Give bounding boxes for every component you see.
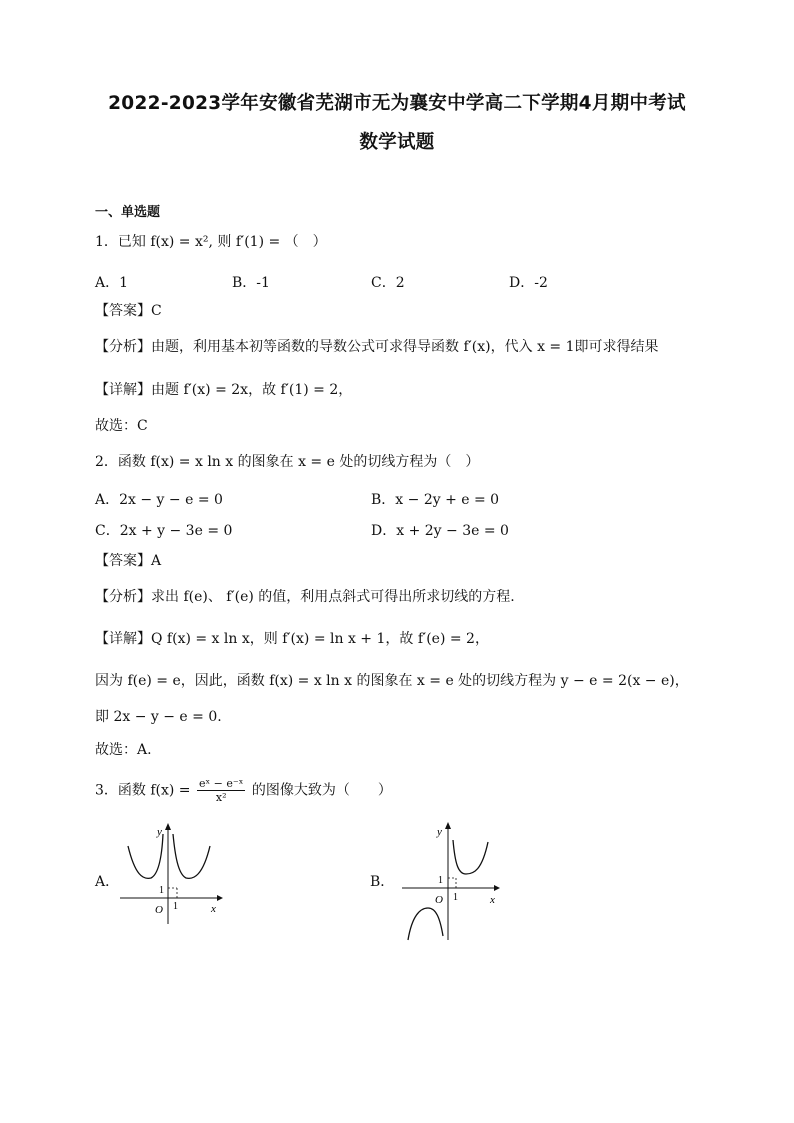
q3-stem-suffix: 的图像大致为（ ）	[251, 782, 392, 799]
q2-answer: 【答案】A	[95, 553, 162, 569]
q3-graph-a	[115, 820, 235, 930]
graph-b-y-arrow	[445, 822, 451, 829]
q1-option-d: D．-2	[509, 275, 548, 291]
graph-b-right-branch	[453, 840, 488, 874]
q1-answer: 【答案】C	[95, 303, 162, 319]
graph-a-left-branch	[128, 834, 163, 878]
q2-stem: 2．函数 f(x) = x ln x 的图象在 x = e 处的切线方程为（ ）	[95, 454, 480, 470]
q2-option-d: D．x + 2y − 3e = 0	[371, 523, 509, 539]
q1-choice: 故选：C	[95, 418, 148, 434]
graph-b-x-label: x	[490, 894, 495, 906]
q3-option-b-label: B．	[370, 874, 395, 890]
graph-b-one-y-label: 1	[438, 875, 443, 886]
graph-a-one-x-label: 1	[173, 901, 178, 912]
graph-a-x-arrow	[217, 895, 223, 901]
q2-option-b: B．x − 2y + e = 0	[371, 492, 500, 508]
graph-a-one-y-label: 1	[159, 885, 164, 896]
q2-detail: 【详解】Q f(x) = x ln x，则 f′(x) = ln x + 1，故 f′(e) = 2，	[95, 631, 489, 647]
q1-analysis: 【分析】由题，利用基本初等函数的导数公式可求得导函数 f′(x)，代入 x = 1即可求得结果	[95, 339, 659, 355]
section-heading: 一、单选题	[95, 205, 161, 220]
q1-stem: 1．已知 f(x) = x², 则 f′(1) = （ ）	[95, 234, 327, 250]
q3-graph-b	[400, 818, 520, 943]
q3-option-a-label: A．	[95, 874, 120, 890]
graph-b-left-branch	[408, 908, 443, 940]
q3-denominator: x²	[215, 791, 227, 804]
q3-stem	[95, 777, 392, 804]
q3-fraction	[197, 777, 245, 804]
graph-b-origin-label: O	[435, 894, 443, 906]
q2-analysis: 【分析】求出 f(e)、 f′(e) 的值，利用点斜式可得出所求切线的方程.	[95, 589, 515, 605]
q2-reason: 因为 f(e) = e，因此，函数 f(x) = x ln x 的图象在 x = e 处的切线方程为 y − e = 2(x − e)，	[95, 673, 689, 689]
graph-a-origin-label: O	[155, 904, 163, 916]
graph-b-one-x-label: 1	[453, 892, 458, 903]
q2-result: 即 2x − y − e = 0.	[95, 709, 222, 725]
graph-a-y-label: y	[157, 826, 162, 838]
document-subtitle: 数学试题	[359, 132, 435, 153]
q2-option-a: A．2x − y − e = 0	[95, 492, 223, 508]
graph-b-y-label: y	[437, 826, 442, 838]
graph-a-y-arrow	[165, 823, 171, 830]
graph-a-right-branch	[173, 834, 210, 878]
graph-a-x-label: x	[211, 903, 216, 915]
q1-option-b: B．-1	[232, 275, 270, 291]
q1-detail: 【详解】由题 f′(x) = 2x，故 f′(1) = 2，	[95, 382, 353, 398]
q1-option-a: A．1	[95, 275, 129, 291]
q2-option-c: C．2x + y − 3e = 0	[95, 523, 233, 539]
document-title: 2022-2023学年安徽省芜湖市无为襄安中学高二下学期4月期中考试	[108, 93, 686, 114]
q1-option-c: C．2	[371, 275, 405, 291]
q2-choice: 故选：A.	[95, 742, 152, 758]
q3-stem-prefix: 3．函数 f(x) =	[95, 782, 195, 799]
q3-numerator: eˣ − e⁻ˣ	[199, 777, 244, 790]
graph-b-x-arrow	[494, 885, 500, 891]
